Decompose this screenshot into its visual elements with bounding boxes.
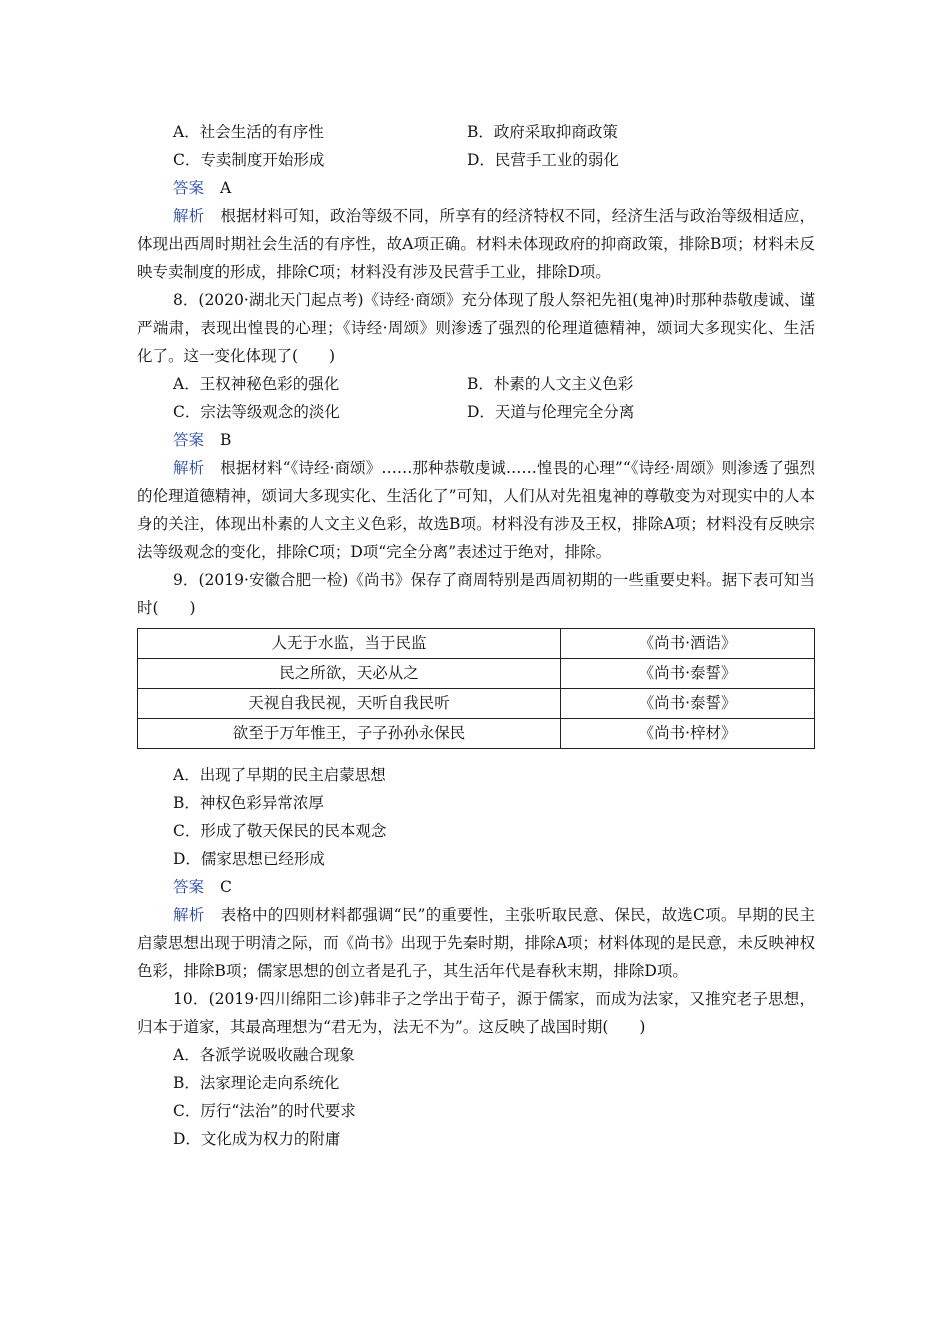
q8-option-d[interactable]: D．天道与伦理完全分离 [467,403,635,421]
q9-option-b[interactable]: B．神权色彩异常浓厚 [173,794,324,812]
q7-analysis [137,202,815,286]
q7-option-b[interactable]: B．政府采取抑商政策 [467,123,618,141]
q9-stem: 9．(2019·安徽合肥一检)《尚书》保存了商周特别是西周初期的一些重要史料。据下表可知当时( ) [137,571,815,617]
q10-option-c[interactable]: C．厉行“法治”的时代要求 [173,1102,356,1120]
q10-option-a[interactable]: A．各派学说吸收融合现象 [173,1046,355,1064]
analysis-text: 根据材料可知，政治等级不同，所享有的经济特权不同，经济生活与政治等级相适应，体现出西周时期社会生活的有序性，故A项正确。材料未体现政府的抑商政策，排除B项；材料未反映专卖制度的形成，排除C项；材料没有涉及民营手工业，排除D项。 [137,207,815,281]
table-cell-source: 《尚书·梓材》 [561,719,815,749]
analysis-label: 解析 [173,906,205,924]
q8-analysis [137,454,815,566]
table-cell-quote: 天视自我民视，天听自我民听 [138,689,561,719]
table-cell-source: 《尚书·泰誓》 [561,659,815,689]
q8-options-row-1 [137,370,815,398]
table-cell-quote: 人无于水监，当于民监 [138,629,561,659]
q7-options-row-2 [137,146,815,174]
q8-stem: 8．(2020·湖北天门起点考)《诗经·商颂》充分体现了殷人祭祀先祖(鬼神)时那种恭敬虔诚、谨严端肃，表现出惶畏的心理；《诗经·周颂》则渗透了强烈的伦理道德精神，颂词大多现实化、生活化了。这一变化体现了( ) [137,291,815,365]
q9-answer [137,873,815,901]
q9-option-d[interactable]: D．儒家思想已经形成 [173,850,325,868]
table-row [138,719,815,749]
answer-value: A [220,179,232,197]
q8-options-row-2 [137,398,815,426]
q9-analysis [137,901,815,985]
answer-value: C [220,878,232,896]
answer-value: B [220,431,232,449]
table-cell-source: 《尚书·泰誓》 [561,689,815,719]
q7-options-row-1 [137,118,815,146]
q9-option-c[interactable]: C．形成了敬天保民的民本观念 [173,822,387,840]
q8-option-c[interactable]: C．宗法等级观念的淡化 [173,403,340,421]
q7-option-a[interactable]: A．社会生活的有序性 [173,123,324,141]
document-page [137,118,815,1153]
q10-option-d[interactable]: D．文化成为权力的附庸 [173,1130,341,1148]
q7-answer [137,174,815,202]
q9-option-a[interactable]: A．出现了早期的民主启蒙思想 [173,766,386,784]
q7-option-d[interactable]: D．民营手工业的弱化 [467,151,619,169]
table-row [138,629,815,659]
answer-label: 答案 [173,431,205,449]
table-row [138,659,815,689]
analysis-label: 解析 [173,459,205,477]
q8-option-a[interactable]: A．王权神秘色彩的强化 [173,375,340,393]
table-row [138,689,815,719]
q7-option-c[interactable]: C．专卖制度开始形成 [173,151,325,169]
table-cell-source: 《尚书·酒诰》 [561,629,815,659]
table-cell-quote: 欲至于万年惟王，子子孙孙永保民 [138,719,561,749]
q10-option-b[interactable]: B．法家理论走向系统化 [173,1074,340,1092]
analysis-label: 解析 [173,207,205,225]
q10-stem: 10．(2019·四川绵阳二诊)韩非子之学出于荀子，源于儒家，而成为法家，又推究老子思想，归本于道家，其最高理想为“君无为，法无不为”。这反映了战国时期( ) [137,990,815,1036]
q8-option-b[interactable]: B．朴素的人文主义色彩 [467,375,634,393]
analysis-text: 表格中的四则材料都强调“民”的重要性，主张听取民意、保民，故选C项。早期的民主启蒙思想出现于明清之际，而《尚书》出现于先秦时期，排除A项；材料体现的是民意，未反映神权色彩，排除B项；儒家思想的创立者是孔子，其生活年代是春秋末期，排除D项。 [137,906,815,980]
q8-answer [137,426,815,454]
answer-label: 答案 [173,878,205,896]
table-cell-quote: 民之所欲，天必从之 [138,659,561,689]
q9-source-table [137,628,815,749]
analysis-text: 根据材料“《诗经·商颂》……那种恭敬虔诚……惶畏的心理”“《诗经·周颂》则渗透了强烈的伦理道德精神，颂词大多现实化、生活化了”可知，人们从对先祖鬼神的尊敬变为对现实中的人本身的关注，体现出朴素的人文主义色彩，故选B项。材料没有涉及王权，排除A项；材料没有反映宗法等级观念的变化，排除C项；D项“完全分离”表述过于绝对，排除。 [137,459,815,561]
answer-label: 答案 [173,179,205,197]
